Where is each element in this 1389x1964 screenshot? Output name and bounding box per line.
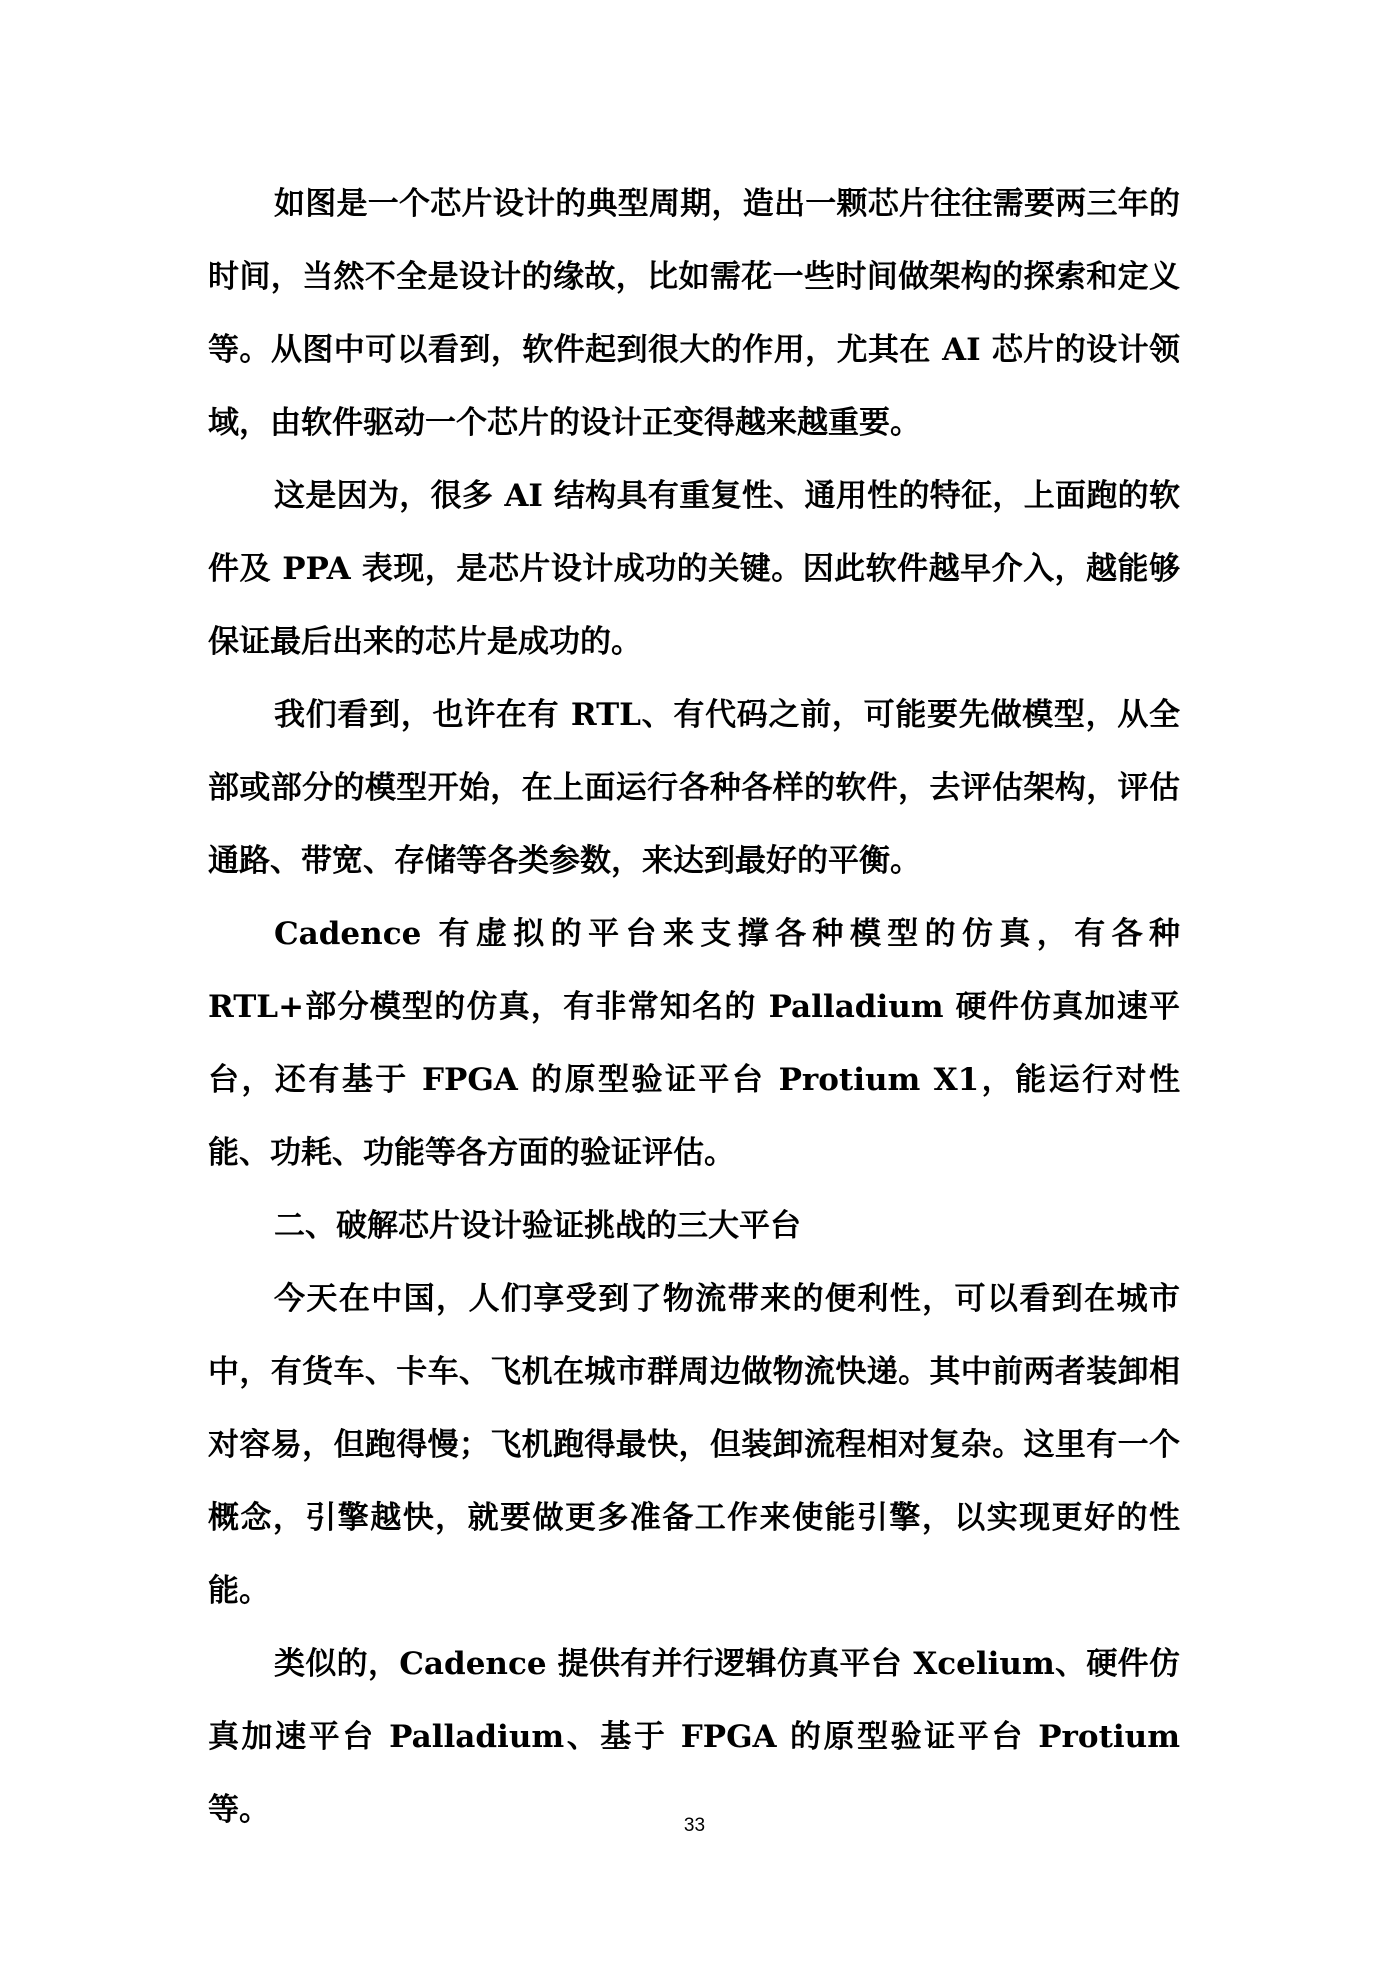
paragraph-cadence-platforms: Cadence 有虚拟的平台来支撑各种模型的仿真，有各种 RTL+部分模型的仿真，有非常知名的 Palladium 硬件仿真加速平台，还有基于 FPGA 的原型验证平台 Protium X1，能运行对性能、功耗、功能等各方面的验证评估。 [208,916,1180,1171]
page-number: 33 [683,1815,706,1836]
paragraph-modeling: 我们看到，也许在有 RTL、有代码之前，可能要先做模型，从全部或部分的模型开始，在上面运行各种各样的软件，去评估架构，评估通路、带宽、存储等各类参数，来达到最好的平衡。 [208,697,1180,879]
body-text [208,168,1180,1847]
paragraph-ai-structure: 这是因为，很多 AI 结构具有重复性、通用性的特征，上面跑的软件及 PPA 表现，是芯片设计成功的关键。因此软件越早介入，越能够保证最后出来的芯片是成功的。 [208,478,1180,660]
paragraph-chip-design-cycle: 如图是一个芯片设计的典型周期，造出一颗芯片往往需要两三年的时间，当然不全是设计的缘故，比如需花一些时间做架构的探索和定义等。从图中可以看到，软件起到很大的作用，尤其在 AI 芯片的设计领域，由软件驱动一个芯片的设计正变得越来越重要。 [208,186,1180,441]
paragraph-cadence-offerings: 类似的，Cadence 提供有并行逻辑仿真平台 Xcelium、硬件仿真加速平台 Palladium、基于 FPGA 的原型验证平台 Protium 等。 [208,1646,1180,1828]
section-heading: 二、破解芯片设计验证挑战的三大平台 [274,1208,801,1244]
paragraph-logistics-analogy: 今天在中国，人们享受到了物流带来的便利性，可以看到在城市中，有货车、卡车、飞机在城市群周边做物流快递。其中前两者装卸相对容易，但跑得慢；飞机跑得最快，但装卸流程相对复杂。这里有一个概念，引擎越快，就要做更多准备工作来使能引擎，以实现更好的性能。 [208,1281,1180,1609]
